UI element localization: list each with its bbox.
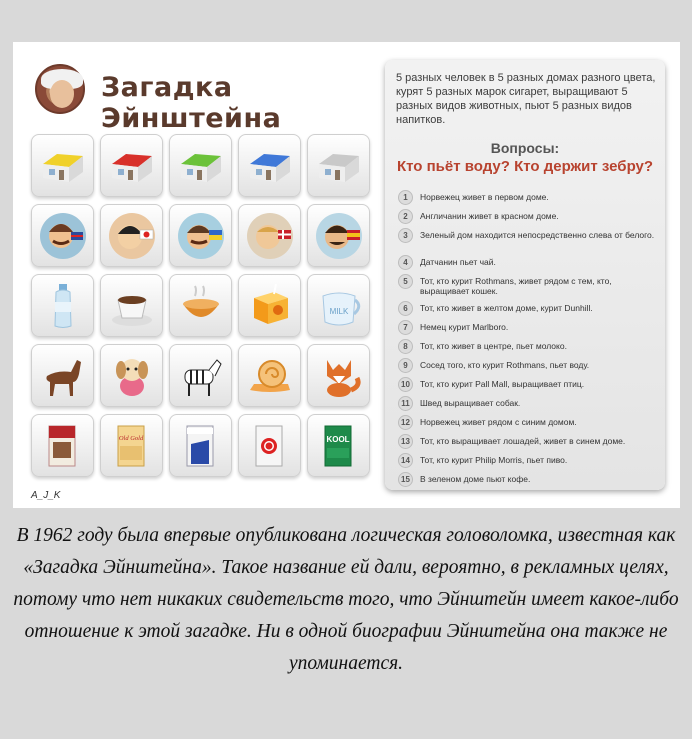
milk-jug-icon	[307, 274, 370, 337]
clue-item	[398, 274, 660, 296]
yellow-house-icon	[31, 134, 94, 197]
englishman-avatar	[31, 204, 94, 267]
norwegian-avatar	[238, 204, 301, 267]
clue-text: Швед выращивает собак.	[420, 398, 521, 408]
clue-item	[398, 415, 660, 430]
clue-text: Сосед того, кто курит Rothmans, пьет воду.	[420, 360, 590, 370]
caption-text: В 1962 году была впервые опубликована логическая головоломка, известная как «Загадка Эйнштейна». Такое название ей дали, вероятно, в рекламных целях, потому что нет никаких свидетельств того, что Эйнштейн имеет какое-либо отношение к этой загадке. Ни в одной биографии Эйнштейна она также не упоминается.	[13, 525, 679, 674]
dog-icon	[100, 344, 163, 407]
clue-number: 2	[398, 209, 413, 224]
japanese-avatar	[100, 204, 163, 267]
blue-house-icon	[238, 134, 301, 197]
clue-item	[398, 377, 660, 392]
clue-number: 10	[398, 377, 413, 392]
puzzle-intro: 5 разных человек в 5 разных домах разного цвета, курят 5 разных марок сигарет, выращивают 5 разных видов животных, пьют 5 разных видов напитков.	[396, 72, 656, 126]
clue-text: Тот, кто курит Philip Morris, пьет пиво.	[420, 455, 568, 465]
svg-text:Old Gold: Old Gold	[118, 434, 143, 442]
einstein-portrait	[35, 64, 85, 114]
clue-item	[398, 339, 660, 354]
clue-number: 12	[398, 415, 413, 430]
author-mark: A_J_K	[31, 490, 61, 501]
clue-number: 11	[398, 396, 413, 411]
clue-item	[398, 434, 660, 449]
parliament-pack	[169, 414, 232, 477]
clue-item	[398, 209, 660, 224]
clue-text: Норвежец живет рядом с синим домом.	[420, 417, 577, 427]
clue-number: 6	[398, 301, 413, 316]
kool-pack	[307, 414, 370, 477]
clue-item	[398, 228, 660, 243]
clue-item	[398, 190, 660, 205]
clue-number: 3	[398, 228, 413, 243]
clue-item	[398, 472, 660, 487]
clue-text: Немец курит Marlboro.	[420, 322, 509, 332]
clue-text: Тот, кто живет в центре, пьет молоко.	[420, 341, 567, 351]
questions-label: Вопросы:	[490, 140, 560, 156]
lucky-strike-pack	[238, 414, 301, 477]
zebra-icon	[169, 344, 232, 407]
clue-item	[398, 255, 660, 270]
clue-item	[398, 358, 660, 373]
clue-number: 4	[398, 255, 413, 270]
clue-number: 13	[398, 434, 413, 449]
poster-title: Загадка Эйнштейна	[101, 72, 282, 134]
white-house-icon	[307, 134, 370, 197]
clue-number: 7	[398, 320, 413, 335]
clue-text: Тот, кто живет в желтом доме, курит Dunhill.	[420, 303, 593, 313]
clue-number: 8	[398, 339, 413, 354]
clue-number: 5	[398, 274, 413, 289]
coffee-cup-icon	[100, 274, 163, 337]
clue-item	[398, 320, 660, 335]
clue-number: 9	[398, 358, 413, 373]
horse-icon	[31, 344, 94, 407]
clue-text: Англичанин живет в красном доме.	[420, 211, 559, 221]
questions-text: Кто пьёт воду? Кто держит зебру?	[396, 158, 654, 175]
juice-box-icon	[238, 274, 301, 337]
philip-morris-pack	[31, 414, 94, 477]
water-bottle-icon	[31, 274, 94, 337]
clue-item	[398, 396, 660, 411]
clue-number: 15	[398, 472, 413, 487]
svg-text:MILK: MILK	[329, 306, 348, 316]
old-gold-pack	[100, 414, 163, 477]
clue-number: 1	[398, 190, 413, 205]
clue-text: Тот, кто курит Rothmans, живет рядом с тем, кто, выращивает кошек.	[420, 276, 612, 296]
clue-text: Норвежец живет в первом доме.	[420, 192, 549, 202]
tea-bowl-icon	[169, 274, 232, 337]
clue-text: Датчанин пьет чай.	[420, 257, 496, 267]
ukrainian-avatar	[169, 204, 232, 267]
rules-panel	[385, 60, 665, 490]
green-house-icon	[169, 134, 232, 197]
svg-text:KOOL: KOOL	[325, 434, 350, 444]
fox-icon	[307, 344, 370, 407]
clue-text: В зеленом доме пьют кофе.	[420, 474, 531, 484]
clue-text: Зеленый дом находится непосредственно слева от белого.	[420, 230, 655, 240]
clue-item	[398, 453, 660, 468]
puzzle-poster	[13, 42, 680, 508]
snail-icon	[238, 344, 301, 407]
item-grid	[31, 134, 370, 481]
spaniard-avatar	[307, 204, 370, 267]
clue-text: Тот, кто выращивает лошадей, живет в синем доме.	[420, 436, 626, 446]
clue-text: Тот, кто курит Pall Mall, выращивает птиц.	[420, 379, 585, 389]
red-house-icon	[100, 134, 163, 197]
clue-item	[398, 301, 660, 316]
clue-number: 14	[398, 453, 413, 468]
poster-header	[35, 60, 385, 134]
